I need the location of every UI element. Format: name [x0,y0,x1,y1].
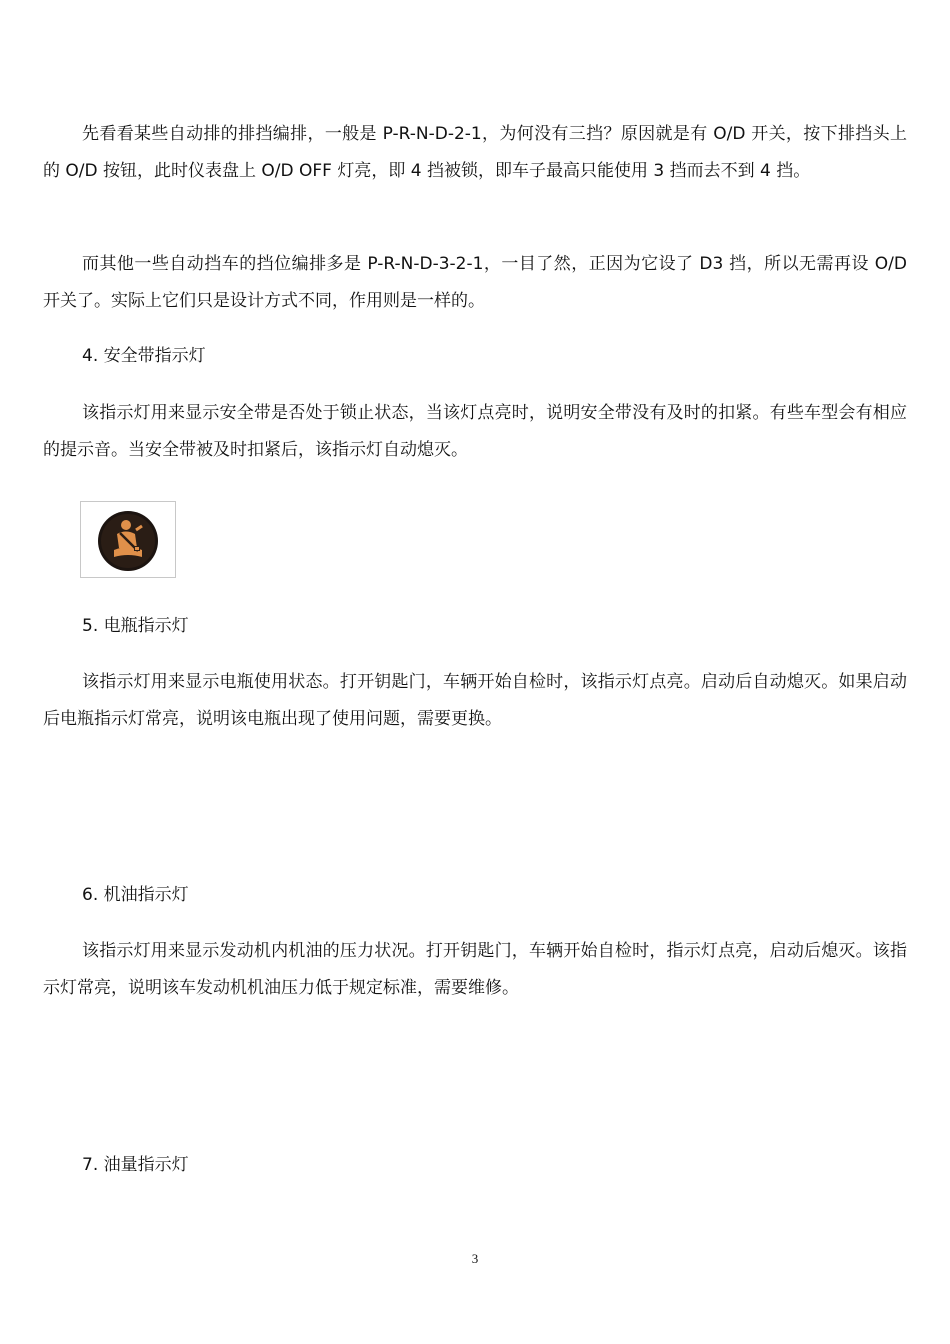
page-number: 3 [471,1251,479,1266]
section-heading-seatbelt: 4. 安全带指示灯 [82,346,206,366]
paragraph-d3-explain: 而其他一些自动挡车的挡位编排多是 P-R-N-D-3-2-1，一目了然，正因为它设了 D3 挡，所以无需再设 O/D 开关了。实际上它们只是设计方式不同，作用则是一样的。 [43,254,907,311]
section-heading-fuel: 7. 油量指示灯 [82,1155,189,1175]
paragraph-oil: 该指示灯用来显示发动机内机油的压力状况。打开钥匙门，车辆开始自检时，指示灯点亮，启动后熄灭。该指示灯常亮，说明该车发动机机油压力低于规定标准，需要维修。 [43,941,907,998]
seatbelt-warning-image [80,501,176,578]
paragraph-seatbelt: 该指示灯用来显示安全带是否处于锁止状态，当该灯点亮时，说明安全带没有及时的扣紧。有些车型会有相应的提示音。当安全带被及时扣紧后，该指示灯自动熄灭。 [43,403,907,460]
section-heading-oil: 6. 机油指示灯 [82,885,189,905]
paragraph-battery: 该指示灯用来显示电瓶使用状态。打开钥匙门，车辆开始自检时，该指示灯点亮。启动后自动熄灭。如果启动后电瓶指示灯常亮，说明该电瓶出现了使用问题，需要更换。 [43,672,907,729]
section-heading-battery: 5. 电瓶指示灯 [82,616,189,636]
paragraph-od-intro: 先看看某些自动排的排挡编排，一般是 P-R-N-D-2-1，为何没有三挡？原因就是有 O/D 开关，按下排挡头上的 O/D 按钮，此时仪表盘上 O/D OFF 灯亮，即 4 挡被锁，即车子最高只能使用 3 挡而去不到 4 挡。 [43,124,907,181]
seatbelt-warning-icon [97,510,159,572]
